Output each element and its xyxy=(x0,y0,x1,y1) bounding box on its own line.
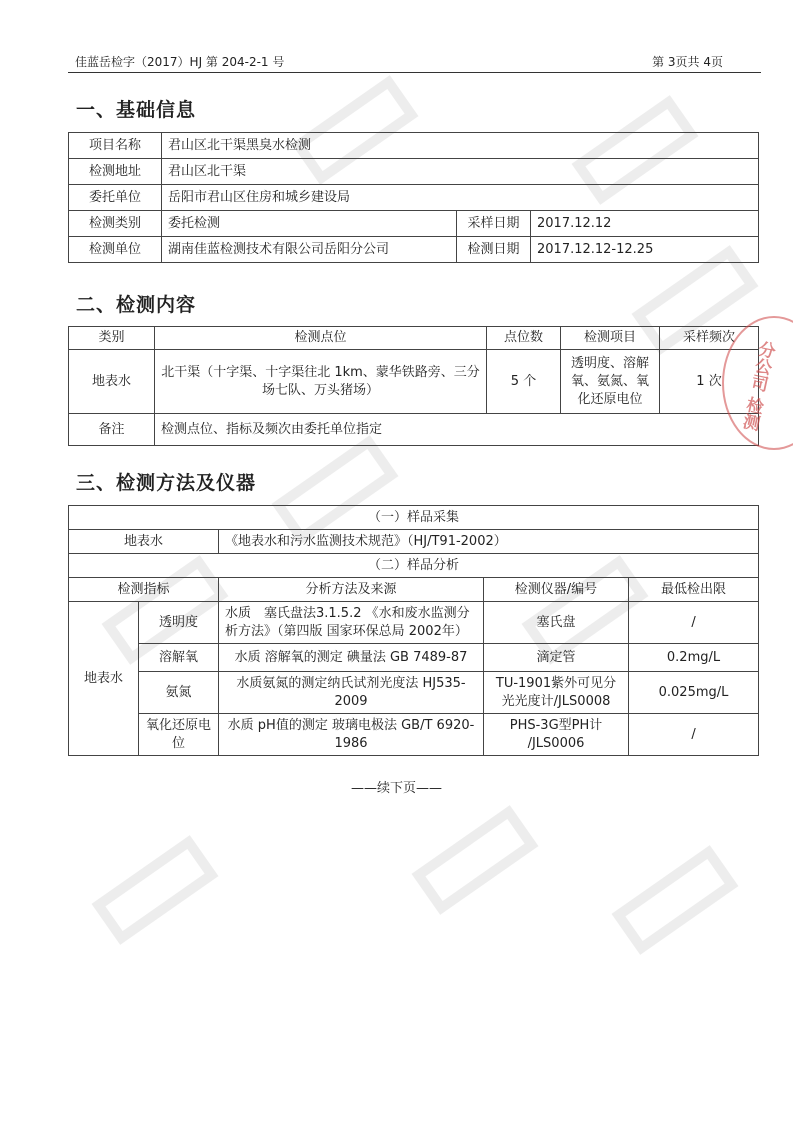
method-cell: 水质 塞氏盘法3.1.5.2 《水和废水监测分析方法》（第四版 国家环保总局 2002年） xyxy=(219,602,484,644)
section2-title: 二、检测内容 xyxy=(76,294,197,316)
indicator-cell: 氧化还原电位 xyxy=(139,714,219,756)
page-indicator: 第 3页共 4页 xyxy=(652,55,723,69)
methods-table xyxy=(68,505,759,756)
instrument-cell: 塞氏盘 xyxy=(484,602,629,644)
col-header-count: 点位数 xyxy=(487,327,561,350)
header-divider xyxy=(68,72,761,73)
type-label: 检测类别 xyxy=(69,211,162,237)
col-header-instrument: 检测仪器/编号 xyxy=(484,578,629,602)
instrument-cell: PHS-3G型PH计 /JLS0006 xyxy=(484,714,629,756)
limit-cell: 0.2mg/L xyxy=(629,644,759,672)
seal-text: 分公司 检测 xyxy=(737,338,777,432)
project-name-value: 君山区北干渠黑臭水检测 xyxy=(162,133,759,159)
section1-title: 一、基础信息 xyxy=(76,99,197,121)
col-header-limit: 最低检出限 xyxy=(629,578,759,602)
limit-cell: / xyxy=(629,714,759,756)
method-cell: 水质 pH值的测定 玻璃电极法 GB/T 6920-1986 xyxy=(219,714,484,756)
instrument-cell: TU-1901紫外可见分光光度计/JLS0008 xyxy=(484,672,629,714)
client-value: 岳阳市君山区住房和城乡建设局 xyxy=(162,185,759,211)
sub1-title: （一）样品采集 xyxy=(69,506,759,530)
sample-standard: 《地表水和污水监测技术规范》（HJ/T91-2002） xyxy=(219,530,759,554)
row-frequency: 1 次 xyxy=(660,350,759,414)
col-header-items: 检测项目 xyxy=(561,327,660,350)
remark-label: 备注 xyxy=(69,414,155,446)
address-label: 检测地址 xyxy=(69,159,162,185)
indicator-cell: 透明度 xyxy=(139,602,219,644)
type-value: 委托检测 xyxy=(162,211,457,237)
address-value: 君山区北干渠 xyxy=(162,159,759,185)
remark-value: 检测点位、指标及频次由委托单位指定 xyxy=(155,414,759,446)
instrument-cell: 滴定管 xyxy=(484,644,629,672)
sample-category: 地表水 xyxy=(69,530,219,554)
method-cell: 水质氨氮的测定纳氏试剂光度法 HJ535-2009 xyxy=(219,672,484,714)
row-points: 北干渠（十字渠、十字渠往北 1km、蒙华铁路旁、三分场七队、万头猪场） xyxy=(155,350,487,414)
analysis-category: 地表水 xyxy=(69,602,139,756)
limit-cell: 0.025mg/L xyxy=(629,672,759,714)
col-header-frequency: 采样频次 xyxy=(660,327,759,350)
client-label: 委托单位 xyxy=(69,185,162,211)
unit-value: 湖南佳蓝检测技术有限公司岳阳分公司 xyxy=(162,237,457,263)
indicator-cell: 氨氮 xyxy=(139,672,219,714)
test-content-table xyxy=(68,326,759,446)
col-header-category: 类别 xyxy=(69,327,155,350)
col-header-points: 检测点位 xyxy=(155,327,487,350)
report-number: 佳蓝岳检字（2017）HJ 第 204-2-1 号 xyxy=(75,55,285,69)
sample-date-value: 2017.12.12 xyxy=(531,211,759,237)
sample-date-label: 采样日期 xyxy=(457,211,531,237)
limit-cell: / xyxy=(629,602,759,644)
col-header-method: 分析方法及来源 xyxy=(219,578,484,602)
test-date-label: 检测日期 xyxy=(457,237,531,263)
continued-note: ——续下页—— xyxy=(350,781,442,796)
indicator-cell: 溶解氧 xyxy=(139,644,219,672)
basic-info-table xyxy=(68,132,759,263)
col-header-indicator: 检测指标 xyxy=(69,578,219,602)
sub2-title: （二）样品分析 xyxy=(69,554,759,578)
unit-label: 检测单位 xyxy=(69,237,162,263)
row-items: 透明度、溶解氧、氨氮、氧化还原电位 xyxy=(561,350,660,414)
test-date-value: 2017.12.12-12.25 xyxy=(531,237,759,263)
section3-title: 三、检测方法及仪器 xyxy=(76,472,257,494)
row-count: 5 个 xyxy=(487,350,561,414)
project-name-label: 项目名称 xyxy=(69,133,162,159)
method-cell: 水质 溶解氧的测定 碘量法 GB 7489-87 xyxy=(219,644,484,672)
row-category: 地表水 xyxy=(69,350,155,414)
